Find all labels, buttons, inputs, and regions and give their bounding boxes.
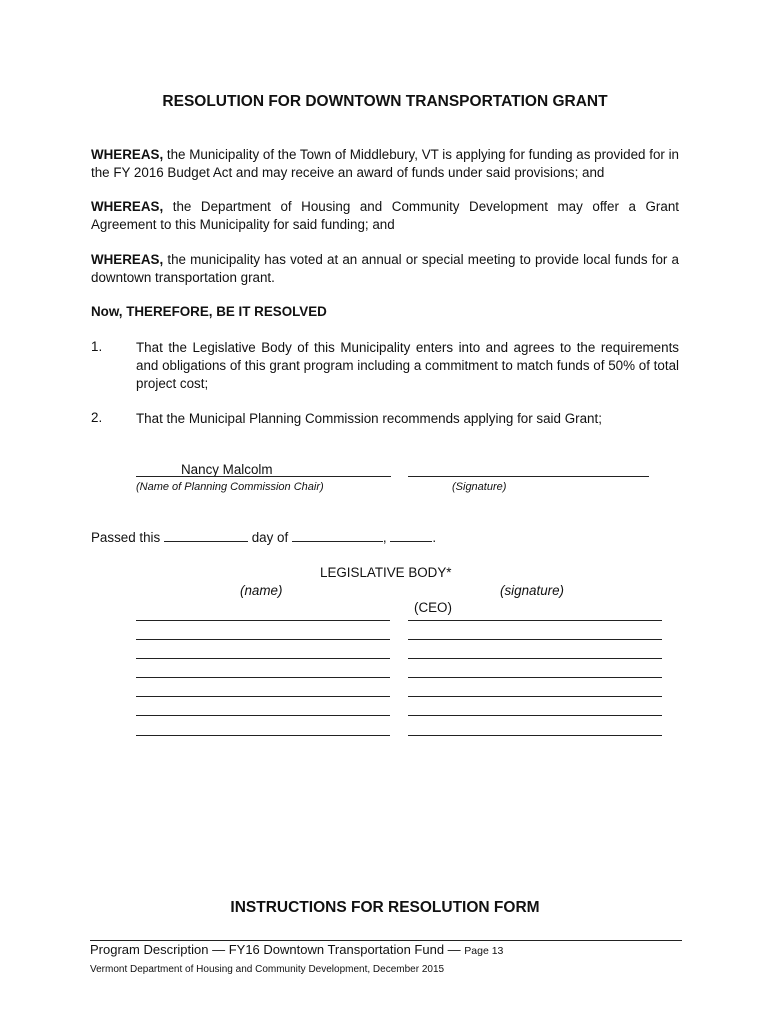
signature-line[interactable] xyxy=(408,658,662,659)
signature-line[interactable] xyxy=(408,735,662,736)
signature-line[interactable] xyxy=(408,715,662,716)
whereas-text: the Department of Housing and Community Development may offer a Grant Agreement to this Municipality for said funding; and xyxy=(91,199,679,232)
name-line[interactable] xyxy=(136,639,390,640)
name-line[interactable] xyxy=(136,658,390,659)
whereas-text: the municipality has voted at an annual or special meeting to provide local funds for a downtown transportation grant. xyxy=(91,252,679,285)
item-number-1: 1. xyxy=(91,339,103,354)
footer-page-number: Page 13 xyxy=(464,945,504,957)
signature-line[interactable] xyxy=(408,677,662,678)
footer-divider xyxy=(90,940,682,941)
name-column-heading: (name) xyxy=(240,583,283,598)
item-text-2: That the Municipal Planning Commission recommends applying for said Grant; xyxy=(136,411,602,426)
whereas-clause-2 xyxy=(91,198,679,234)
name-line[interactable] xyxy=(136,677,390,678)
name-line[interactable] xyxy=(136,696,390,697)
passed-day-of: day of xyxy=(251,530,289,545)
whereas-text: the Municipality of the Town of Middlebury, VT is applying for funding as provided for in the FY 2016 Budget Act and may receive an award of funds under said provisions; and xyxy=(91,147,679,180)
passed-comma: , xyxy=(382,530,387,545)
passed-month-blank[interactable] xyxy=(292,529,383,542)
whereas-lead: WHEREAS, xyxy=(91,252,164,267)
signature-line[interactable] xyxy=(408,620,662,621)
signature-line[interactable] xyxy=(408,639,662,640)
footer-program-description xyxy=(90,942,503,957)
passed-line xyxy=(91,529,436,545)
resolved-heading: Now, THEREFORE, BE IT RESOLVED xyxy=(91,304,327,319)
name-line[interactable] xyxy=(136,620,390,621)
signature-column-heading: (signature) xyxy=(500,583,565,598)
page-title: RESOLUTION FOR DOWNTOWN TRANSPORTATION GRANT xyxy=(162,93,608,110)
passed-year-blank[interactable] xyxy=(390,529,432,542)
signature-line[interactable] xyxy=(408,696,662,697)
chair-signature-caption: (Signature) xyxy=(452,481,507,493)
footer-line1: Program Description — FY16 Downtown Transportation Fund — xyxy=(90,942,465,957)
chair-name: Nancy Malcolm xyxy=(181,462,273,477)
ceo-label: (CEO) xyxy=(414,600,452,615)
whereas-clause-3 xyxy=(91,251,679,287)
passed-prefix: Passed this xyxy=(91,530,161,545)
footer-department: Vermont Department of Housing and Community Development, December 2015 xyxy=(90,964,445,975)
passed-end: . xyxy=(432,530,437,545)
name-line[interactable] xyxy=(136,735,390,736)
chair-signature-line[interactable] xyxy=(408,476,649,477)
passed-day-blank[interactable] xyxy=(164,529,248,542)
whereas-lead: WHEREAS, xyxy=(91,199,164,214)
legislative-body-heading: LEGISLATIVE BODY* xyxy=(320,565,452,580)
whereas-clause-1 xyxy=(91,146,679,182)
instructions-title: INSTRUCTIONS FOR RESOLUTION FORM xyxy=(230,899,540,916)
chair-name-line xyxy=(136,476,391,477)
chair-name-caption: (Name of Planning Commission Chair) xyxy=(136,481,324,493)
whereas-lead: WHEREAS, xyxy=(91,147,164,162)
item-text-1: That the Legislative Body of this Municipality enters into and agrees to the requirements and obligations of this grant program including a commitment to match funds of 50% of total project cost; xyxy=(136,340,679,391)
name-line[interactable] xyxy=(136,715,390,716)
item-number-2: 2. xyxy=(91,410,103,425)
